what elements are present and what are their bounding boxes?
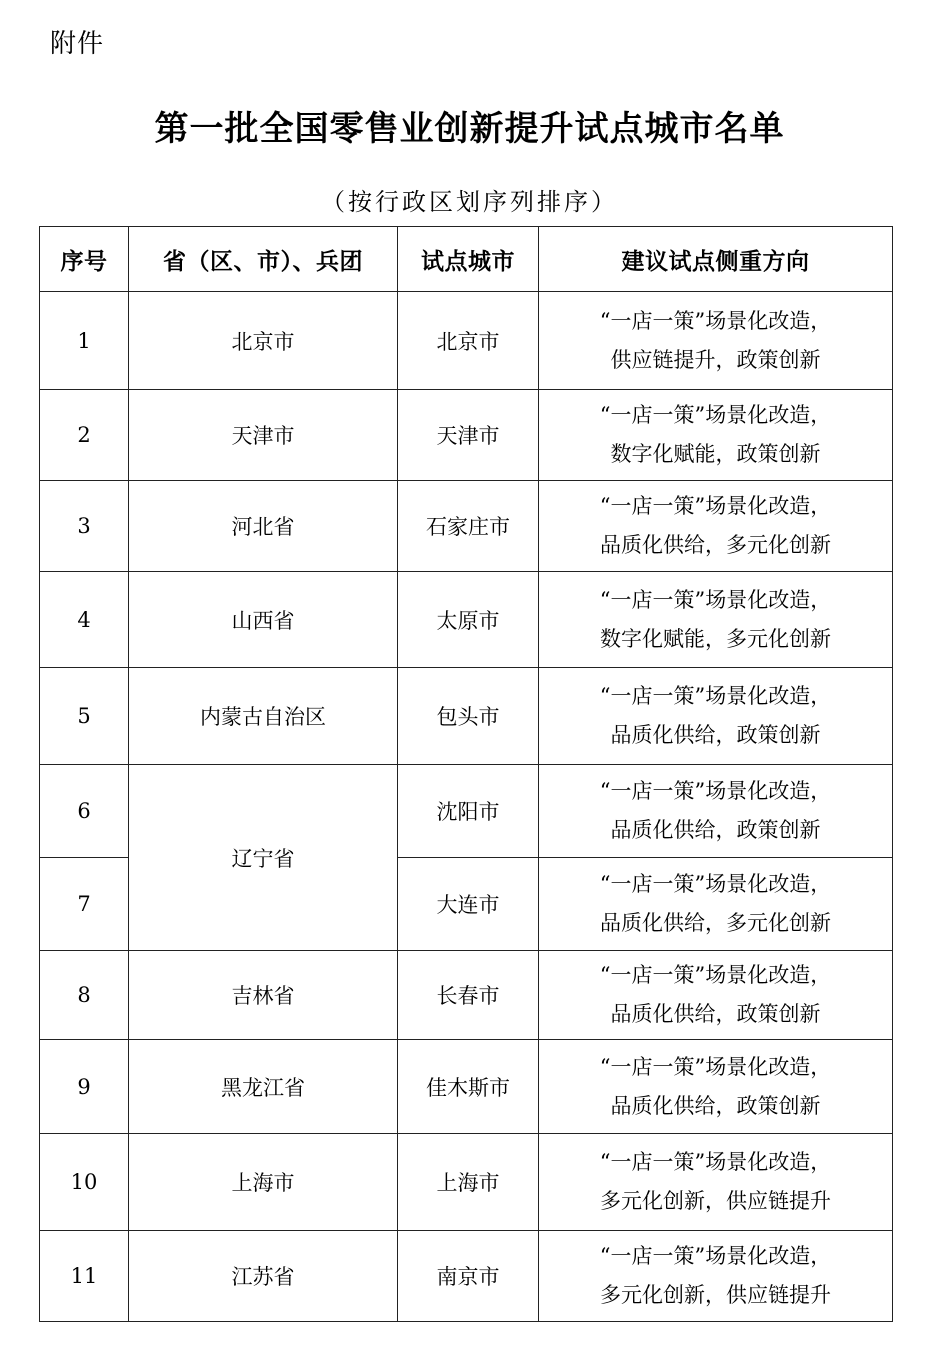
- row-direction: [539, 858, 893, 951]
- row-index: 8: [40, 951, 129, 1040]
- row-city: 上海市: [398, 1134, 539, 1231]
- table-row: [40, 951, 893, 1040]
- table-header-row: [40, 227, 893, 292]
- row-direction: [539, 1231, 893, 1322]
- row-city: 沈阳市: [398, 765, 539, 858]
- row-province: 内蒙古自治区: [129, 668, 398, 765]
- direction-line-1: “一店一策”场景化改造，: [599, 1244, 832, 1268]
- table-row: [40, 1134, 893, 1231]
- row-city: 包头市: [398, 668, 539, 765]
- row-province: 河北省: [129, 481, 398, 572]
- row-index: 5: [40, 668, 129, 765]
- row-index: 6: [40, 765, 129, 858]
- row-direction: [539, 1040, 893, 1134]
- row-city: 大连市: [398, 858, 539, 951]
- table-row: [40, 668, 893, 765]
- direction-line-2: 数字化赋能，政策创新: [610, 442, 821, 466]
- direction-line-1: “一店一策”场景化改造，: [599, 779, 832, 803]
- header-province: 省（区、市）、兵团: [129, 227, 398, 292]
- direction-line-2: 品质化供给，政策创新: [610, 818, 821, 842]
- table-row: [40, 390, 893, 481]
- direction-line-2: 品质化供给，政策创新: [610, 1093, 821, 1118]
- row-index: 3: [40, 481, 129, 572]
- row-city: 天津市: [398, 390, 539, 481]
- pilot-city-table: [39, 226, 893, 1322]
- row-city: 北京市: [398, 292, 539, 390]
- row-index: 10: [40, 1134, 129, 1231]
- document-title: 第一批全国零售业创新提升试点城市名单: [154, 109, 785, 149]
- direction-line-1: “一店一策”场景化改造，: [599, 684, 832, 708]
- row-index: 11: [40, 1231, 129, 1322]
- row-province: 天津市: [129, 390, 398, 481]
- header-direction: 建议试点侧重方向: [539, 227, 893, 292]
- attachment-label: 附件: [50, 29, 105, 59]
- direction-line-2: 多元化创新，供应链提升: [600, 1189, 831, 1213]
- document-subtitle: （按行政区划序列排序）: [321, 188, 618, 216]
- row-province: 山西省: [129, 572, 398, 668]
- direction-line-1: “一店一策”场景化改造，: [599, 308, 832, 333]
- row-direction: [539, 292, 893, 390]
- row-province: 吉林省: [129, 951, 398, 1040]
- row-direction: [539, 668, 893, 765]
- direction-line-1: “一店一策”场景化改造，: [599, 872, 832, 896]
- row-index: 7: [40, 858, 129, 951]
- direction-line-2: 品质化供给，政策创新: [610, 723, 821, 747]
- table-row: [40, 481, 893, 572]
- row-city: 太原市: [398, 572, 539, 668]
- row-direction: [539, 765, 893, 858]
- direction-line-2: 数字化赋能，多元化创新: [600, 626, 831, 651]
- direction-line-1: “一店一策”场景化改造，: [599, 1150, 832, 1174]
- row-index: 1: [40, 292, 129, 390]
- row-province: 黑龙江省: [129, 1040, 398, 1134]
- row-province: 辽宁省: [129, 765, 398, 951]
- direction-line-2: 供应链提升，政策创新: [610, 347, 821, 372]
- row-index: 4: [40, 572, 129, 668]
- header-index: 序号: [40, 227, 129, 292]
- direction-line-1: “一店一策”场景化改造，: [599, 494, 832, 518]
- row-index: 2: [40, 390, 129, 481]
- direction-line-2: 品质化供给，多元化创新: [600, 911, 831, 935]
- direction-line-2: 品质化供给，政策创新: [610, 1002, 821, 1026]
- table-row: [40, 1231, 893, 1322]
- table-row: [40, 1040, 893, 1134]
- row-province: 上海市: [129, 1134, 398, 1231]
- row-index: 9: [40, 1040, 129, 1134]
- row-city: 南京市: [398, 1231, 539, 1322]
- row-city: 石家庄市: [398, 481, 539, 572]
- table-row: [40, 765, 893, 858]
- table-row: [40, 572, 893, 668]
- table-row: [40, 292, 893, 390]
- row-direction: [539, 951, 893, 1040]
- direction-line-1: “一店一策”场景化改造，: [599, 587, 832, 612]
- row-direction: [539, 390, 893, 481]
- row-province: 北京市: [129, 292, 398, 390]
- direction-line-1: “一店一策”场景化改造，: [599, 963, 832, 987]
- row-province: 江苏省: [129, 1231, 398, 1322]
- row-city: 佳木斯市: [398, 1040, 539, 1134]
- direction-line-1: “一店一策”场景化改造，: [599, 403, 832, 427]
- direction-line-1: “一店一策”场景化改造，: [599, 1054, 832, 1079]
- row-city: 长春市: [398, 951, 539, 1040]
- row-direction: [539, 481, 893, 572]
- direction-line-2: 品质化供给，多元化创新: [600, 533, 831, 557]
- row-direction: [539, 572, 893, 668]
- header-city: 试点城市: [398, 227, 539, 292]
- direction-line-2: 多元化创新，供应链提升: [600, 1283, 831, 1307]
- row-direction: [539, 1134, 893, 1231]
